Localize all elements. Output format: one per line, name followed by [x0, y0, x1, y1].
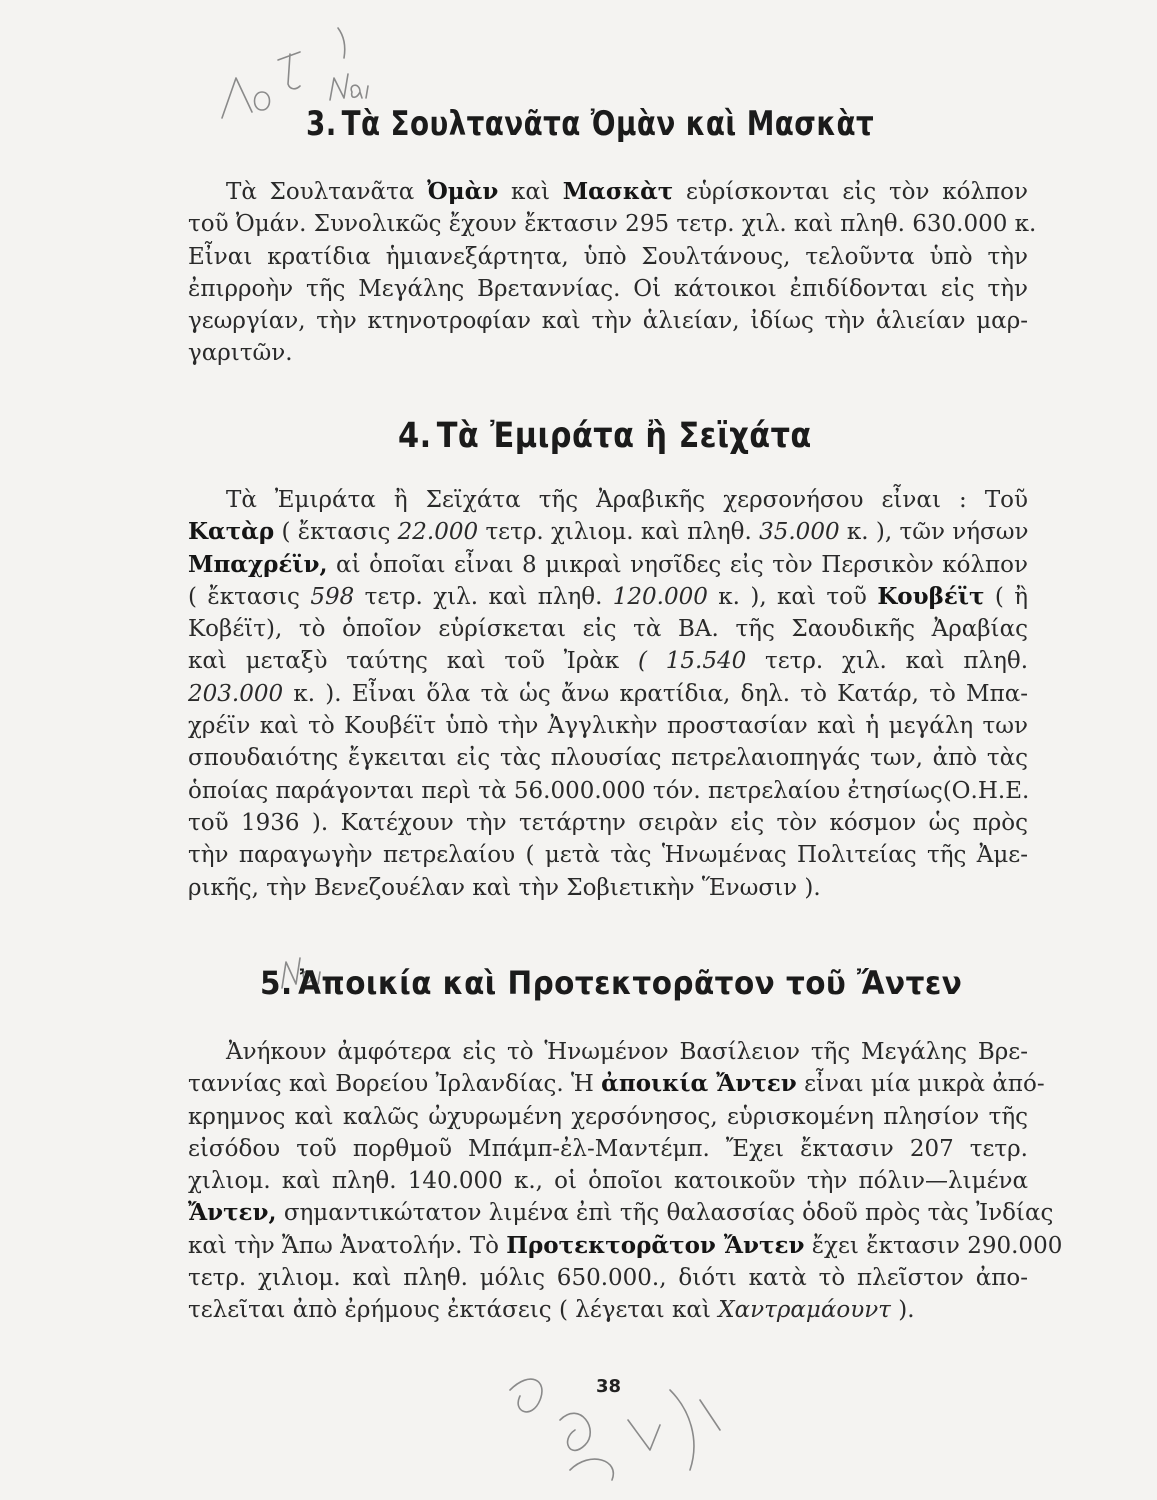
text-line — [188, 872, 1028, 904]
section-4-number: 4. — [398, 416, 432, 456]
text-run: ( ἔκτασις — [188, 583, 311, 610]
text-line — [188, 549, 1028, 581]
text-run: κ. ), καὶ τοῦ — [707, 583, 878, 610]
bold-term: ἀποικία Ἄντεν — [601, 1070, 797, 1098]
text-line — [188, 484, 1028, 516]
handwritten-tau — [278, 52, 300, 89]
text-run: κ. ). Εἶναι ὅλα τὰ ὡς ἄνω κρατίδια, δηλ. τὸ Κατάρ, τὸ Μπα- — [283, 680, 1028, 707]
bold-term: Κατὰρ — [188, 518, 275, 546]
text-run: γαριτῶν. — [188, 340, 293, 367]
section-3-title: Τὰ Σουλτανᾶτα Ὀμὰν καὶ Μασκὰτ — [341, 104, 875, 144]
italic-figure: 120.000 — [612, 583, 708, 610]
text-run: τοῦ 1936 ). Κατέχουν τὴν τετάρτην σειρὰν εἰς τὸν κόσμον ὡς πρὸς — [188, 809, 1028, 836]
italic-figure: ( 15.540 — [637, 648, 747, 675]
text-run: σημαντικώτατον λιμένα ἐπὶ τῆς θαλασσίας ὁδοῦ πρὸς τὰς Ἰνδίας — [276, 1200, 1054, 1227]
text-line — [188, 807, 1028, 839]
text-run: τὴν παραγωγὴν πετρελαίου ( μετὰ τὰς Ἡνωμένας Πολιτείας τῆς Ἀμε- — [188, 842, 1028, 869]
text-run: ὁποίας παράγονται περὶ τὰ 56.000.000 τόν. πετρελαίου ἐτησίως(Ο.Η.Ε. — [188, 777, 1030, 804]
text-line — [188, 516, 1028, 548]
text-run: καὶ τὴν Ἄπω Ἀνατολήν. Τὸ — [188, 1232, 507, 1259]
text-run: τοῦ Ὀμάν. Συνολικῶς ἔχουν ἔκτασιν 295 τετρ. χιλ. καὶ πληθ. 630.000 κ. — [188, 211, 1037, 238]
bold-term: Μπαχρέϊν, — [188, 550, 328, 578]
bold-term: Μασκὰτ — [562, 178, 674, 205]
text-run: τετρ. χιλιομ. καὶ πληθ. — [478, 519, 760, 546]
text-line — [188, 775, 1028, 807]
text-run: Ἀνήκουν ἀμφότερα εἰς τὸ Ἡνωμένον Βασίλειον τῆς Μεγάλης Βρε- — [226, 1039, 1028, 1065]
handwritten-iota-1 — [366, 86, 368, 98]
handwritten-lambda — [222, 78, 252, 118]
text-line — [188, 581, 1028, 613]
text-run: τετρ. χιλιομ. καὶ πληθ. μόλις 650.000., διότι κατὰ τὸ πλεῖστον ἀπο- — [188, 1265, 1028, 1292]
text-line — [188, 1133, 1028, 1165]
text-line — [188, 742, 1028, 774]
bold-term: Κουβέϊτ — [877, 582, 985, 610]
text-run: ταννίας καὶ Βορείου Ἰρλανδίας. Ἡ — [188, 1071, 602, 1098]
text-line — [188, 645, 1028, 677]
section-5-title: Ἀποικία καὶ Προτεκτορᾶτον τοῦ Ἄντεν — [298, 964, 963, 1002]
section-4-title: Τὰ Ἐμιράτα ἢ Σεϊχάτα — [436, 416, 812, 456]
text-line — [188, 176, 1028, 208]
text-run: τελεῖται ἀπὸ ἐρήμους ἐκτάσεις ( λέγεται καὶ — [188, 1297, 719, 1324]
text-line — [188, 337, 1028, 369]
text-run: ( ἔκτασις — [274, 519, 398, 546]
text-run: εἰσόδου τοῦ πορθμοῦ Μπάμπ-ἐλ-Μαντέμπ. Ἔχει ἔκτασιν 207 τετρ. — [188, 1135, 1028, 1162]
italic-figure: 598 — [310, 583, 355, 610]
section-3-number: 3. — [306, 104, 337, 144]
italic-figure: Χαντραμάουντ — [718, 1297, 891, 1324]
italic-figure: 203.000 — [188, 680, 284, 707]
section-5-heading — [260, 964, 962, 1002]
handwritten-stroke — [338, 28, 345, 58]
section-5-number: 5. — [260, 964, 293, 1002]
handwritten-scribble-3 — [570, 1420, 660, 1480]
text-line — [188, 273, 1028, 305]
text-run: εἶναι μία μικρὰ ἀπό- — [796, 1071, 1045, 1098]
text-line — [188, 1262, 1028, 1294]
text-run: χρέϊν καὶ τὸ Κουβέϊτ ὑπὸ τὴν Ἀγγλικὴν προστασίαν καὶ ἡ μεγάλη των — [188, 713, 1028, 740]
text-run: Τὰ Σουλτανᾶτα — [226, 179, 428, 205]
text-run: Κοβέϊτ), τὸ ὁποῖον εὑρίσκεται εἰς τὰ ΒΑ. τῆς Σαουδικῆς Ἀραβίας — [188, 616, 1028, 643]
text-run: καὶ μεταξὺ ταύτης καὶ τοῦ Ἰρὰκ — [188, 648, 638, 675]
section-3-heading — [306, 104, 874, 144]
text-run: χιλιομ. καὶ πληθ. 140.000 κ., οἱ ὁποῖοι κατοικοῦν τὴν πόλιν—λιμένα — [188, 1168, 1028, 1195]
handwritten-scribble-2 — [560, 1413, 590, 1450]
handwritten-nu-1 — [330, 74, 348, 100]
text-run: τετρ. χιλ. καὶ πληθ. — [354, 583, 613, 610]
italic-figure: 22.000 — [397, 519, 479, 546]
text-line — [188, 1068, 1045, 1100]
text-line — [188, 1036, 1028, 1068]
section-3-body — [188, 176, 1037, 370]
text-line — [188, 710, 1028, 742]
text-line — [188, 305, 1028, 337]
text-line — [188, 839, 1028, 871]
bold-term: Προτεκτορᾶτον Ἄντεν — [506, 1231, 805, 1259]
text-line — [188, 241, 1028, 273]
text-run: ( ἢ — [984, 583, 1028, 610]
text-line — [188, 1197, 1054, 1229]
text-run: κ. ), τῶν νήσων — [839, 519, 1029, 546]
text-run: τετρ. χιλ. καὶ πληθ. — [746, 648, 1029, 675]
text-run: ἔχει ἔκτασιν 290.000 — [804, 1232, 1063, 1259]
italic-figure: 35.000 — [759, 519, 840, 546]
section-4-heading — [398, 416, 812, 456]
page-number: 38 — [596, 1376, 622, 1397]
bold-term: Ὀμὰν — [427, 178, 499, 205]
text-run: κρημνος καὶ καλῶς ὠχυρωμένη χερσόνησος, εὑρισκομένη πλησίον τῆς — [188, 1103, 1028, 1130]
section-4-body — [188, 484, 1028, 904]
handwritten-omicron — [255, 92, 270, 110]
text-line — [188, 1230, 1063, 1262]
text-line — [188, 1101, 1028, 1133]
text-run: Τὰ Ἐμιράτα ἢ Σεϊχάτα τῆς Ἀραβικῆς χερσονήσου εἶναι : Τοῦ — [226, 487, 1028, 513]
text-run: γεωργίαν, τὴν κτηνοτροφίαν καὶ τὴν ἁλιείαν, ἰδίως τὴν ἁλιείαν μαρ- — [188, 308, 1028, 335]
text-run: Εἶναι κρατίδια ἡμιανεξάρτητα, ὑπὸ Σουλτάνους, τελοῦντα ὑπὸ τὴν — [188, 243, 1028, 270]
handwritten-alpha-1 — [351, 85, 362, 98]
text-line — [188, 613, 1028, 645]
text-line — [188, 1165, 1028, 1197]
bold-term: Ἄντεν, — [188, 1199, 277, 1227]
text-run: ρικῆς, τὴν Βενεζουέλαν καὶ τὴν Σοβιετικὴν Ἕνωσιν ). — [188, 874, 821, 901]
text-line — [188, 1294, 1028, 1326]
text-run: ἐπιρροὴν τῆς Μεγάλης Βρεταννίας. Οἱ κάτοικοι ἐπιδίδονται εἰς τὴν — [188, 275, 1028, 302]
text-line — [188, 208, 1037, 240]
text-run: ). — [890, 1297, 915, 1324]
text-run: αἱ ὁποῖαι εἶναι 8 μικραὶ νησῖδες εἰς τὸν Περσικὸν κόλπον — [327, 551, 1028, 578]
text-run: καὶ — [498, 179, 563, 205]
text-run: σπουδαιότης ἔγκειται εἰς τὰς πλουσίας πετρελαιοπηγάς των, ἀπὸ τὰς — [188, 745, 1028, 772]
handwritten-scribble-4 — [670, 1390, 720, 1470]
text-run: εὑρίσκονται εἰς τὸν κόλπον — [673, 179, 1028, 205]
text-line — [188, 678, 1028, 710]
section-5-body — [188, 1036, 1063, 1327]
handwritten-scribble-1 — [510, 1379, 542, 1412]
